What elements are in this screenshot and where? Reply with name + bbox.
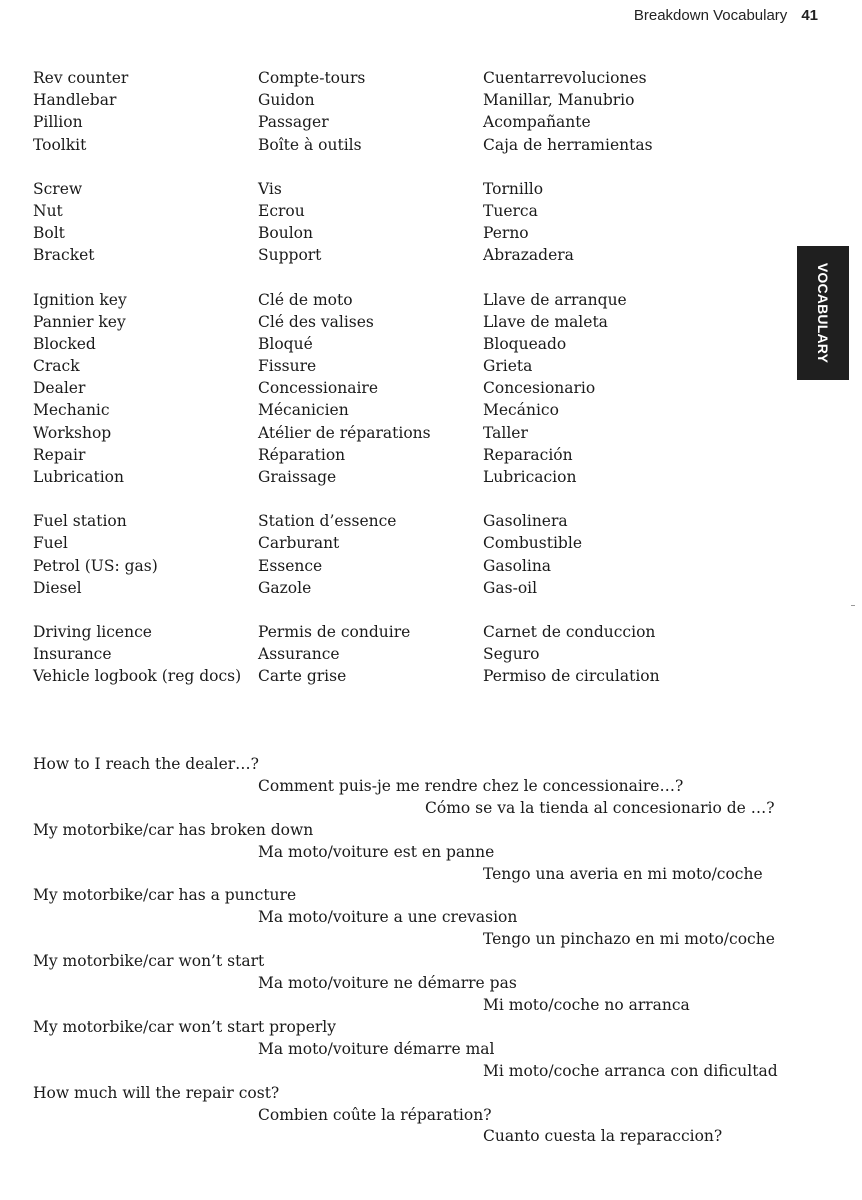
vocab-group	[33, 67, 793, 156]
vocab-row	[33, 111, 793, 133]
french-term: Atélier de réparations	[258, 423, 431, 442]
spanish-term: Cuentarrevoluciones	[483, 69, 647, 87]
french-term: Guidon	[258, 91, 315, 110]
spanish-term: Combustible	[483, 534, 582, 553]
spanish-term: Abrazadera	[483, 246, 574, 265]
vocab-row	[33, 222, 793, 244]
french-term: Compte-tours	[258, 69, 366, 87]
french-term: Graissage	[258, 468, 337, 486]
vocab-group	[33, 621, 793, 688]
spanish-term: Llave de maleta	[483, 312, 608, 331]
english-phrase: My motorbike/car has a puncture	[33, 886, 297, 905]
vocab-row	[33, 333, 793, 355]
vocab-row	[33, 444, 793, 466]
running-title: Breakdown Vocabulary	[633, 7, 788, 24]
english-term: Pillion	[33, 113, 83, 132]
vocab-row	[33, 377, 793, 399]
vocab-group	[33, 510, 793, 599]
french-term: Mécanicien	[258, 401, 349, 420]
english-term: Petrol (US: gas)	[33, 556, 158, 575]
english-term: Mechanic	[33, 401, 110, 420]
vocab-row	[33, 178, 793, 200]
vocab-row	[33, 244, 793, 266]
english-term: Rev counter	[33, 69, 129, 87]
spanish-phrase: Cuanto cuesta la reparaccion?	[483, 1127, 723, 1146]
spanish-term: Gasolina	[483, 556, 552, 575]
vocab-row	[33, 289, 793, 311]
vocab-row	[33, 466, 793, 488]
english-term: Bracket	[33, 246, 95, 265]
spanish-phrase: Tengo un pinchazo en mi moto/coche	[483, 930, 775, 949]
french-term: Bloqué	[258, 334, 313, 353]
french-term: Boulon	[258, 224, 313, 243]
english-term: Handlebar	[33, 91, 117, 110]
english-term: Vehicle logbook (reg docs)	[33, 667, 242, 686]
english-phrase: How much will the repair cost?	[33, 1083, 280, 1102]
spanish-term: Llave de arranque	[483, 290, 627, 309]
english-term: Pannier key	[33, 312, 126, 331]
spanish-phrase: Cómo se va la tienda al concesionario de …?	[425, 798, 775, 817]
english-phrase: My motorbike/car won’t start properly	[33, 1017, 337, 1036]
spanish-term: Taller	[483, 423, 528, 442]
english-term: Bolt	[33, 224, 65, 243]
french-term: Passager	[258, 113, 329, 132]
english-term: Lubrication	[33, 468, 124, 486]
french-term: Permis de conduire	[258, 622, 411, 641]
spanish-term: Bloqueado	[483, 334, 567, 353]
english-term: Fuel station	[33, 512, 127, 531]
english-term: Fuel	[33, 534, 68, 553]
french-term: Essence	[258, 556, 323, 575]
vocab-row	[33, 134, 793, 156]
english-term: Ignition key	[33, 290, 127, 309]
vocab-row	[33, 422, 793, 444]
french-term: Clé des valises	[258, 312, 374, 331]
vocabulary-table	[33, 67, 793, 710]
english-term: Driving licence	[33, 622, 152, 641]
spanish-phrase: Mi moto/coche arranca con dificultad	[483, 1061, 778, 1080]
vocab-row	[33, 67, 793, 89]
vocabulary-side-tab	[797, 246, 849, 380]
french-phrase: Ma moto/voiture démarre mal	[258, 1039, 495, 1058]
english-phrase: How to I reach the dealer…?	[33, 755, 259, 773]
vocab-row	[33, 355, 793, 377]
french-term: Carte grise	[258, 667, 347, 686]
french-term: Concessionaire	[258, 379, 378, 398]
spanish-term: Perno	[483, 224, 529, 243]
french-term: Vis	[258, 179, 282, 198]
spanish-term: Mecánico	[483, 401, 559, 420]
spanish-phrase: Tengo una averia en mi moto/coche	[483, 864, 763, 883]
english-term: Nut	[33, 201, 63, 220]
spanish-phrase: Mi moto/coche no arranca	[483, 995, 690, 1014]
side-tab-label: VOCABULARY	[815, 262, 831, 364]
vocab-row	[33, 510, 793, 532]
spanish-term: Tornillo	[483, 179, 544, 198]
french-phrase: Ma moto/voiture est en panne	[258, 842, 495, 861]
vocab-group	[33, 178, 793, 267]
french-phrase: Combien coûte la réparation?	[258, 1105, 492, 1124]
spanish-term: Concesionario	[483, 379, 596, 398]
english-phrase: My motorbike/car has broken down	[33, 820, 314, 839]
vocab-row	[33, 555, 793, 577]
french-term: Ecrou	[258, 201, 305, 220]
english-term: Screw	[33, 179, 83, 198]
french-phrase: Comment puis-je me rendre chez le concessionaire…?	[258, 776, 684, 795]
spanish-term: Caja de herramientas	[483, 135, 653, 154]
english-term: Dealer	[33, 379, 86, 398]
french-term: Gazole	[258, 578, 312, 597]
english-term: Repair	[33, 445, 86, 464]
french-term: Station d’essence	[258, 512, 397, 531]
english-term: Crack	[33, 357, 80, 376]
spanish-term: Lubricacion	[483, 468, 577, 486]
english-term: Diesel	[33, 578, 82, 597]
spanish-term: Permiso de circulation	[483, 667, 660, 686]
spanish-term: Tuerca	[483, 201, 538, 220]
french-term: Fissure	[258, 357, 317, 376]
vocab-row	[33, 665, 793, 687]
vocab-row	[33, 643, 793, 665]
vocab-row	[33, 311, 793, 333]
english-term: Blocked	[33, 334, 96, 353]
vocab-row	[33, 621, 793, 643]
spanish-term: Acompañante	[483, 113, 591, 132]
french-term: Réparation	[258, 445, 346, 464]
french-term: Support	[258, 246, 322, 265]
spanish-term: Gasolinera	[483, 512, 568, 531]
spanish-term: Gas-oil	[483, 578, 538, 597]
english-term: Toolkit	[33, 135, 87, 154]
vocab-row	[33, 399, 793, 421]
french-phrase: Ma moto/voiture a une crevasion	[258, 908, 518, 927]
page-number: 41	[801, 7, 818, 24]
spanish-term: Manillar, Manubrio	[483, 91, 635, 110]
margin-mark	[851, 605, 855, 606]
english-phrase: My motorbike/car won’t start	[33, 952, 265, 971]
english-term: Insurance	[33, 645, 112, 664]
vocab-group	[33, 289, 793, 489]
french-term: Boîte à outils	[258, 135, 362, 154]
spanish-term: Seguro	[483, 645, 540, 664]
french-term: Clé de moto	[258, 290, 353, 309]
french-term: Assurance	[258, 645, 340, 664]
spanish-term: Reparación	[483, 445, 573, 464]
vocab-row	[33, 89, 793, 111]
vocab-row	[33, 200, 793, 222]
page-header	[634, 7, 818, 24]
french-term: Carburant	[258, 534, 340, 553]
vocab-row	[33, 532, 793, 554]
phrase-list	[33, 754, 823, 1148]
english-term: Workshop	[33, 423, 112, 442]
spanish-term: Grieta	[483, 357, 533, 376]
spanish-term: Carnet de conduccion	[483, 622, 656, 641]
french-phrase: Ma moto/voiture ne démarre pas	[258, 974, 517, 993]
vocab-row	[33, 577, 793, 599]
